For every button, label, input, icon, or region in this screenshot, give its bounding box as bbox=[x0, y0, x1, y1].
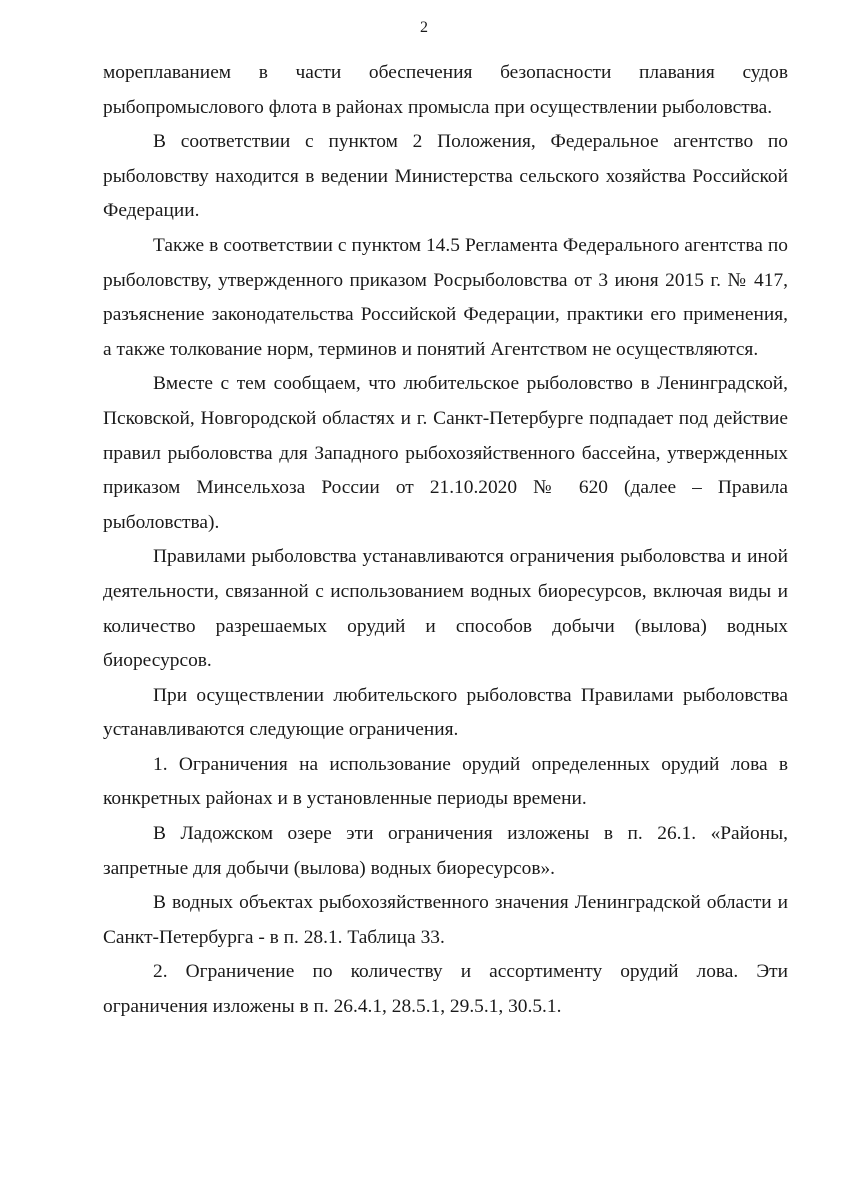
paragraph-7: 1. Ограничения на использование орудий определенных орудий лова в конкретных районах и в установленные периоды времени. bbox=[103, 753, 788, 810]
paragraph-2: В соответствии с пунктом 2 Положения, Федеральное агентство по рыболовству находится в ведении Министерства сельского хозяйства Российской Федерации. bbox=[103, 131, 788, 222]
paragraph-8: В Ладожском озере эти ограничения изложены в п. 26.1. «Районы, запретные для добычи (вылова) водных биоресурсов». bbox=[103, 823, 788, 879]
paragraph-10: 2. Ограничение по количеству и ассортименту орудий лова. Эти ограничения изложены в п. 26.4.1, 28.5.1, 29.5.1, 30.5.1. bbox=[103, 961, 788, 1018]
paragraph-5: Правилами рыболовства устанавливаются ограничения рыболовства и иной деятельности, связанной с использованием водных биоресурсов, включая виды и количество разрешаемых орудий и способов добычи (вылова) водных биоресурсов. bbox=[103, 546, 788, 672]
page-number: 2 bbox=[420, 19, 428, 36]
paragraph-9: В водных объектах рыбохозяйственного значения Ленинградской области и Санкт-Петербурга - в п. 28.1. Таблица 33. bbox=[103, 892, 788, 948]
paragraph-4: Вместе с тем сообщаем, что любительское рыболовство в Ленинградской, Псковской, Новгородской областях и г. Санкт-Петербурге подпадает под действие правил рыболовства для Западного рыбохозяйственного бассейна, утвержденных приказом Минсельхоза России от 21.10.2020 № 620 (далее – Правила рыболовства). bbox=[103, 373, 788, 533]
document-body bbox=[103, 56, 788, 1025]
paragraph-6: При осуществлении любительского рыболовства Правилами рыболовства устанавливаются следующие ограничения. bbox=[103, 684, 788, 741]
paragraph-3: Также в соответствии с пунктом 14.5 Регламента Федерального агентства по рыболовству, утвержденного приказом Росрыболовства от 3 июня 2015 г. № 417, разъяснение законодательства Российской Федерации, практики его применения, а также толкование норм, терминов и понятий Агентством не осуществляются. bbox=[103, 234, 788, 360]
paragraph-1: мореплаванием в части обеспечения безопасности плавания судов рыбопромыслового флота в районах промысла при осуществлении рыболовства. bbox=[103, 62, 788, 118]
